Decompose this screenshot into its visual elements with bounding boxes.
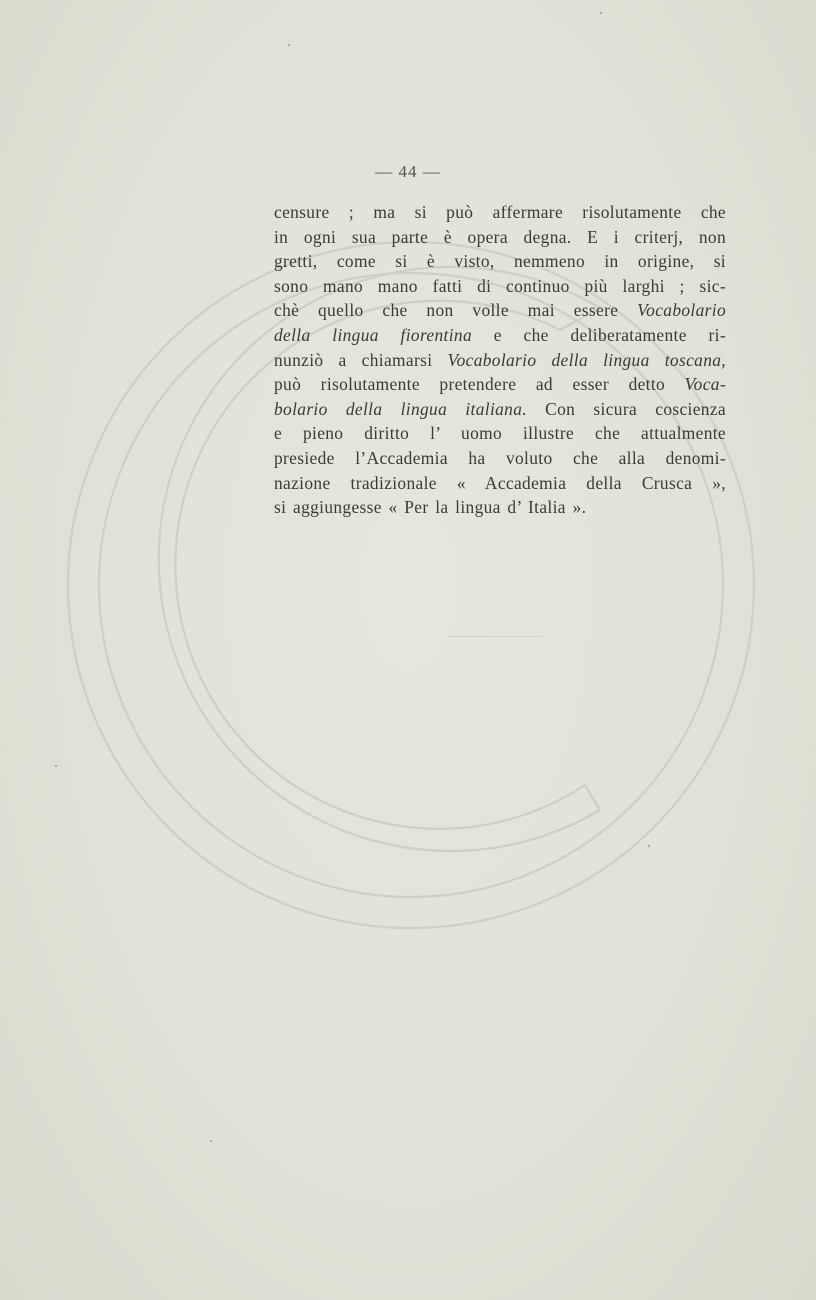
text-run: nazione tradizionale « Accademia della Crusca », <box>274 472 726 493</box>
body-paragraph <box>274 200 726 520</box>
text-line <box>274 397 726 422</box>
italic-text: Vocabolario <box>637 300 726 321</box>
italic-text: della lingua fiorentina <box>274 324 472 345</box>
faint-rule <box>448 636 542 637</box>
text-run: e pieno diritto l’ uomo illustre che attualmente <box>274 423 726 444</box>
text-line <box>274 471 726 496</box>
text-run: in ogni sua parte è opera degna. E i criterj, non <box>274 226 726 247</box>
italic-text: bolario della lingua italiana. <box>274 398 527 419</box>
text-run: Con sicura coscienza <box>526 398 726 419</box>
text-line <box>274 225 726 250</box>
text-line <box>274 200 726 225</box>
text-run: censure ; ma si può affermare risolutamente che <box>274 202 726 222</box>
text-line <box>274 495 726 520</box>
text-run: nunziò a chiamarsi <box>274 349 448 370</box>
text-run: gretti, come si è visto, nemmeno in origine, si <box>274 251 726 272</box>
text-run: può risolutamente pretendere ad esser detto <box>274 374 685 395</box>
text-run: sono mano mano fatti di continuo più larghi ; sic- <box>274 275 726 296</box>
text-line <box>274 298 726 323</box>
text-line <box>274 446 726 471</box>
text-line <box>274 348 726 373</box>
text-line <box>274 372 726 397</box>
text-run: presiede l’Accademia ha voluto che alla denomi- <box>274 447 726 468</box>
italic-text: Voca- <box>684 374 726 395</box>
text-run: chè quello che non volle mai essere <box>274 300 638 321</box>
page-number: — 44 — <box>375 162 441 181</box>
text-line <box>274 323 726 348</box>
text-line <box>274 249 726 274</box>
text-line <box>274 421 726 446</box>
text-run: si aggiungesse « Per la lingua d’ Italia ». <box>274 497 587 518</box>
text-line <box>274 274 726 299</box>
text-run: e che deliberatamente ri- <box>472 324 726 345</box>
italic-text: Vocabolario della lingua toscana, <box>447 349 726 370</box>
